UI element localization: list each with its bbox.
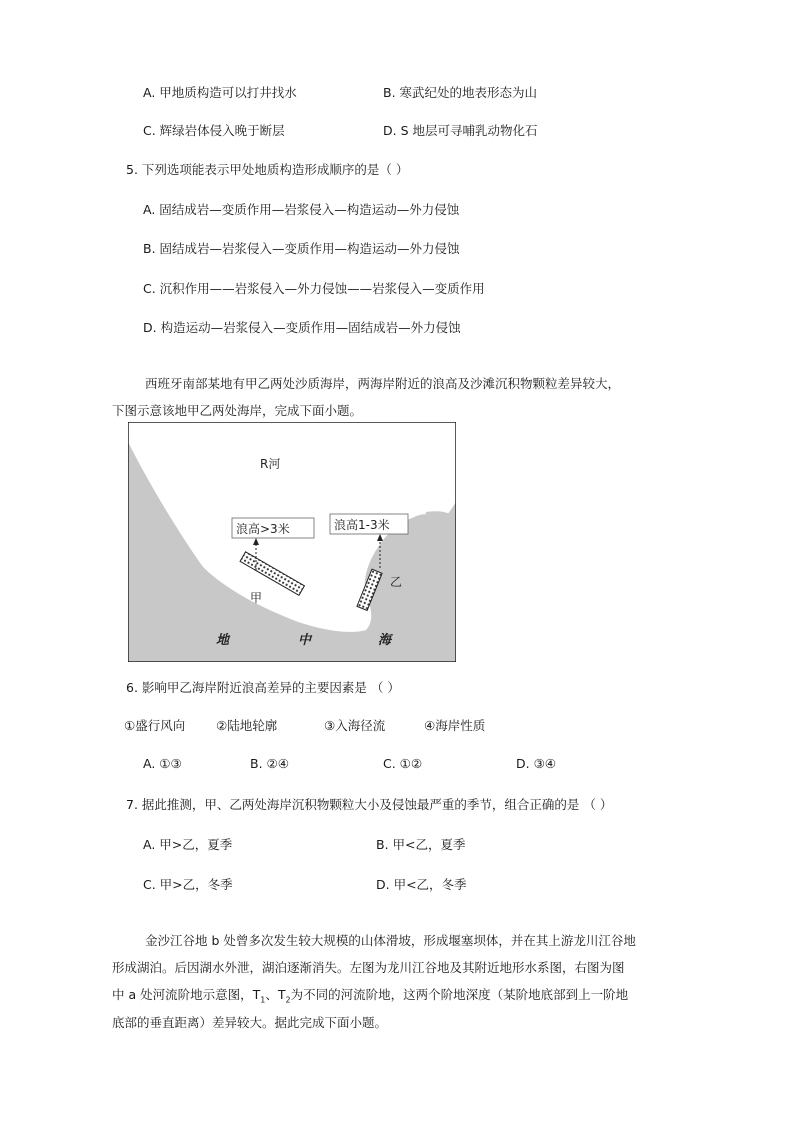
- river-label: R河: [260, 457, 281, 471]
- q6-stem: 6. 影响甲乙海岸附近浪高差异的主要因素是 （ ）: [126, 680, 400, 695]
- q5-stem: 5. 下列选项能表示甲处地质构造形成顺序的是（ ）: [126, 162, 409, 177]
- t1-subscript: 1: [260, 995, 266, 1005]
- q7-option-a: A. 甲>乙，夏季: [143, 837, 233, 852]
- intro3-line2: 形成湖泊。后因湖水外泄，湖泊逐渐消失。左图为龙川江谷地及其附近地形水系图，右图为图: [112, 960, 625, 975]
- q6-item-1: ①盛行风向: [124, 718, 186, 733]
- intro3-line3-c: 为不同的河流阶地，这两个阶地深度（某阶地底部到上一阶地: [290, 987, 629, 1002]
- sea-label-1: 地: [216, 633, 230, 648]
- intro3-line3: [112, 985, 628, 1005]
- intro3-line3-a: 中 a 处河流阶地示意图，T: [112, 987, 261, 1002]
- wave-label-jia: 浪高>3米: [236, 522, 290, 536]
- q4-option-b: B. 寒武纪处的地表形态为山: [383, 85, 538, 100]
- q4-option-c: C. 辉绿岩体侵入晚于断层: [143, 123, 285, 138]
- q4-option-d: D. S 地层可寻哺乳动物化石: [383, 123, 538, 138]
- q5-option-b: B. 固结成岩—岩浆侵入—变质作用—构造运动—外力侵蚀: [143, 241, 460, 256]
- sea-label-3: 海: [378, 633, 392, 648]
- q7-option-c: C. 甲>乙，冬季: [143, 877, 233, 892]
- intro2-line1: 西班牙南部某地有甲乙两处沙质海岸，两海岸附近的浪高及沙滩沉积物颗粒差异较大，: [145, 376, 621, 391]
- intro3-line3-b: 、T: [265, 987, 286, 1002]
- q7-stem: 7. 据此推测，甲、乙两处海岸沉积物颗粒大小及侵蚀最严重的季节，组合正确的是 （ ）: [126, 797, 613, 812]
- q4-option-a: A. 甲地质构造可以打井找水: [143, 85, 297, 100]
- q5-option-c: C. 沉积作用——岩浆侵入—外力侵蚀——岩浆侵入—变质作用: [143, 281, 485, 296]
- q6-item-3: ③入海径流: [324, 718, 386, 733]
- q6-option-c: C. ①②: [383, 756, 423, 771]
- wave-label-yi: 浪高1-3米: [334, 518, 390, 532]
- q6-option-a: A. ①③: [143, 756, 182, 771]
- intro3-line1: 金沙江谷地 b 处曾多次发生较大规模的山体滑坡，形成堰塞坝体，并在其上游龙川江谷地: [145, 933, 636, 948]
- q6-option-b: B. ②④: [250, 756, 289, 771]
- q5-option-a: A. 固结成岩—变质作用—岩浆侵入—构造运动—外力侵蚀: [143, 202, 460, 217]
- t2-subscript: 2: [285, 995, 291, 1005]
- q7-option-b: B. 甲<乙，夏季: [376, 837, 466, 852]
- q6-item-4: ④海岸性质: [424, 718, 486, 733]
- label-yi: 乙: [390, 575, 403, 589]
- q5-option-d: D. 构造运动—岩浆侵入—变质作用—固结成岩—外力侵蚀: [143, 320, 461, 335]
- coast-map: [128, 422, 456, 662]
- q6-item-2: ②陆地轮廓: [216, 718, 278, 733]
- label-jia: 甲: [250, 591, 263, 605]
- q7-option-d: D. 甲<乙，冬季: [376, 877, 467, 892]
- q6-option-d: D. ③④: [516, 756, 556, 771]
- intro3-line4: 底部的垂直距离）差异较大。据此完成下面小题。: [112, 1015, 388, 1030]
- sea-label-2: 中: [298, 633, 312, 648]
- intro2-line2: 下图示意该地甲乙两处海岸，完成下面小题。: [112, 403, 363, 418]
